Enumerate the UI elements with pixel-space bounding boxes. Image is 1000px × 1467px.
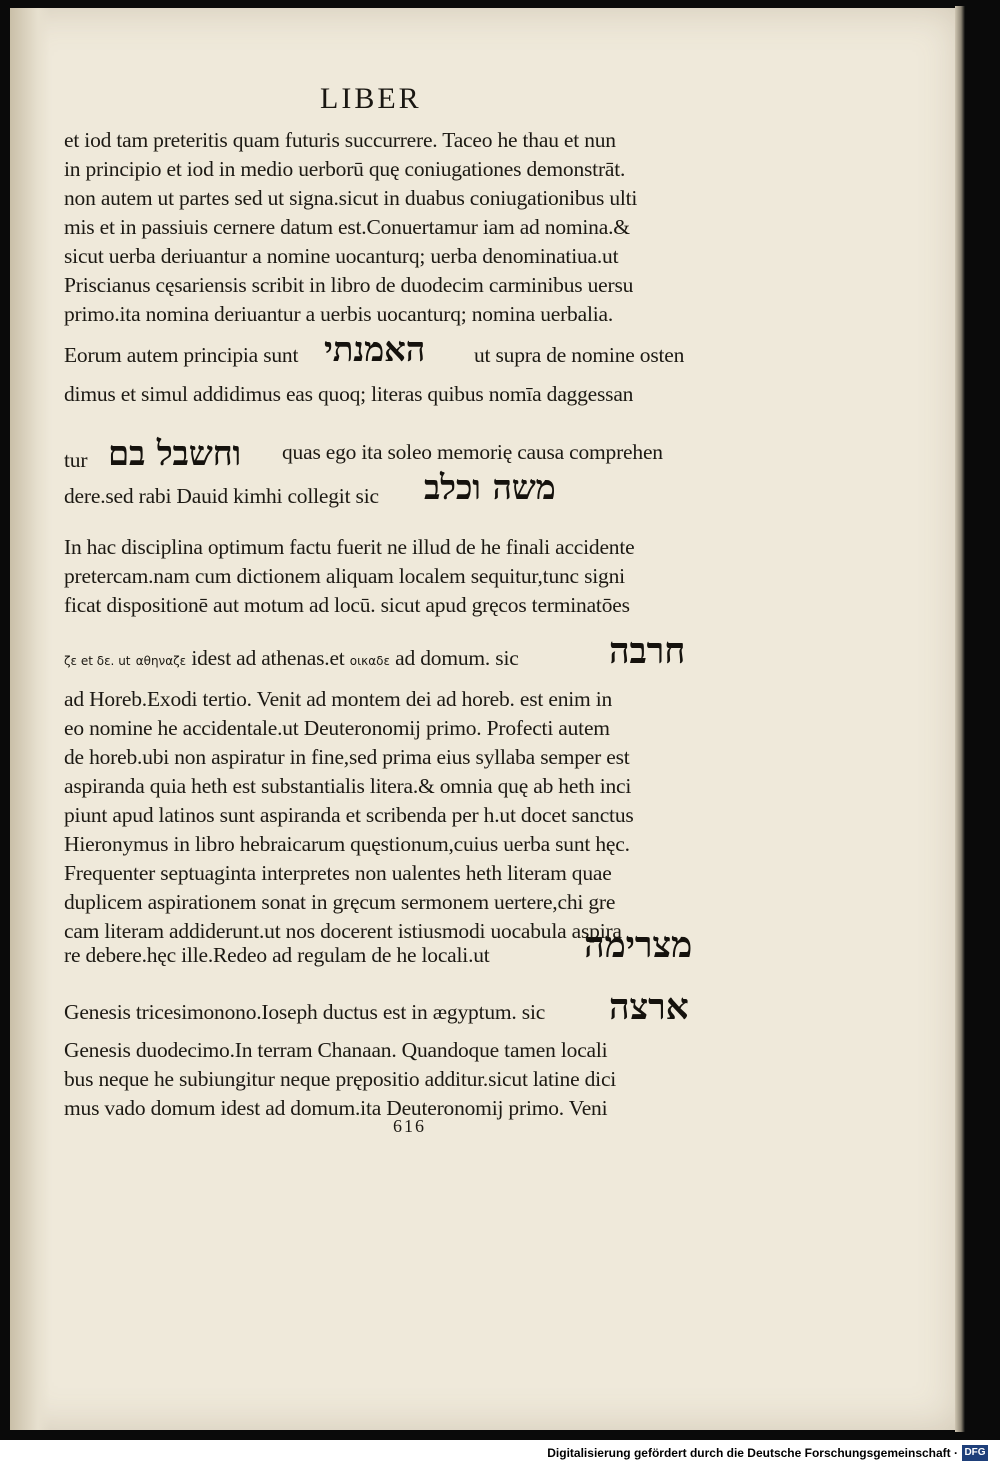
page-gutter — [10, 8, 50, 1430]
folio-number: 616 — [393, 1116, 426, 1136]
text-line: In hac disciplina optimum factu fuerit ne illud de he finali accidente — [64, 535, 635, 559]
text-line: pretercam.nam cum dictionem aliquam localem sequitur,tunc signi — [64, 564, 625, 588]
text-line: Hieronymus in libro hebraicarum quęstionum,cuius uerba sunt hęc. — [64, 832, 630, 856]
text-line: quas ego ita soleo memorię causa comprehen — [282, 440, 663, 464]
text-line: Genesis duodecimo.In terram Chanaan. Quandoque tamen locali — [64, 1038, 608, 1062]
greek-suffixes: ζε et δε. ut — [64, 654, 131, 668]
text-line: dere.sed rabi Dauid kimhi collegit sic — [64, 484, 379, 508]
text-line: dimus et simul addidimus eas quoq; literas quibus nomīa daggessan — [64, 382, 634, 406]
text-line: tur — [64, 448, 88, 472]
text-line: Genesis tricesimonono.Ioseph ductus est in ægyptum. sic — [64, 1000, 546, 1024]
text-line: duplicem aspirationem sonat in gręcum sermonem uertere,chi gre — [64, 890, 616, 914]
page-edge — [955, 6, 965, 1432]
dfg-logo: DFG — [962, 1445, 988, 1461]
hebrew-word: חרבה — [609, 630, 686, 672]
greek-word: αθηναζε — [135, 654, 187, 668]
text-line: Frequenter septuaginta interpretes non ualentes heth literam quae — [64, 861, 612, 885]
text-line: sicut uerba deriuantur a nomine uocanturq; uerba denominatiua.ut — [64, 244, 619, 268]
text-line: non autem ut partes sed ut signa.sicut in duabus coniugationibus ulti — [64, 186, 638, 210]
text-line: de horeb.ubi non aspiratur in fine,sed prima eius syllaba semper est — [64, 745, 630, 769]
text-line: in principio et iod in medio uerborū quę coniugationes demonstrāt. — [64, 157, 626, 181]
hebrew-word: משה וכלב — [424, 468, 556, 508]
text-line: primo.ita nomina deriuantur a uerbis uocanturq; nomina uerbalia. — [64, 302, 614, 326]
text-line: re debere.hęc ille.Redeo ad regulam de he locali.ut — [64, 943, 490, 967]
text-line: eo nomine he accidentale.ut Deuteronomij primo. Profecti autem — [64, 716, 610, 740]
text-line: ficat dispositionē aut motum ad locū. sicut apud gręcos terminatōes — [64, 593, 630, 617]
text-line: aspiranda quia heth est substantialis litera.& omnia quę ab heth inci — [64, 774, 632, 798]
text-line: et iod tam preteritis quam futuris succurrere. Taceo he thau et nun — [64, 128, 616, 152]
hebrew-word: ארצה — [609, 986, 689, 1028]
text-fragment: idest ad athenas.et — [191, 646, 345, 670]
text-fragment: ad domum. sic — [395, 646, 519, 670]
text-line: bus neque he subiungitur neque prępositio additur.sicut latine dici — [64, 1067, 617, 1091]
text-line: ut supra de nomine osten — [474, 343, 685, 367]
text-line: ad Horeb.Exodi tertio. Venit ad montem dei ad horeb. est enim in — [64, 687, 613, 711]
hebrew-word: האמנתי — [324, 330, 426, 370]
text-line: mis et in passiuis cernere datum est.Conuertamur iam ad nomina.& — [64, 215, 630, 239]
running-header: LIBER — [320, 82, 422, 115]
funding-credit: Digitalisierung gefördert durch die Deutsche Forschungsgemeinschaft · — [547, 1446, 958, 1460]
text-line: Eorum autem principia sunt — [64, 343, 299, 367]
hebrew-word: וחשבל בם — [108, 434, 242, 474]
greek-word: οικαδε — [349, 654, 390, 668]
hebrew-word: מצרימה — [584, 924, 693, 966]
text-line: cam literam addiderunt.ut nos docerent istiusmodi uocabula aspira — [64, 919, 622, 943]
text-line: Priscianus cęsariensis scribit in libro de duodecim carminibus uersu — [64, 273, 634, 297]
text-line: piunt apud latinos sunt aspiranda et scribenda per h.ut docet sanctus — [64, 803, 634, 827]
text-line: mus vado domum idest ad domum.ita Deuteronomij primo. Veni — [64, 1096, 608, 1120]
text-line — [64, 646, 519, 671]
